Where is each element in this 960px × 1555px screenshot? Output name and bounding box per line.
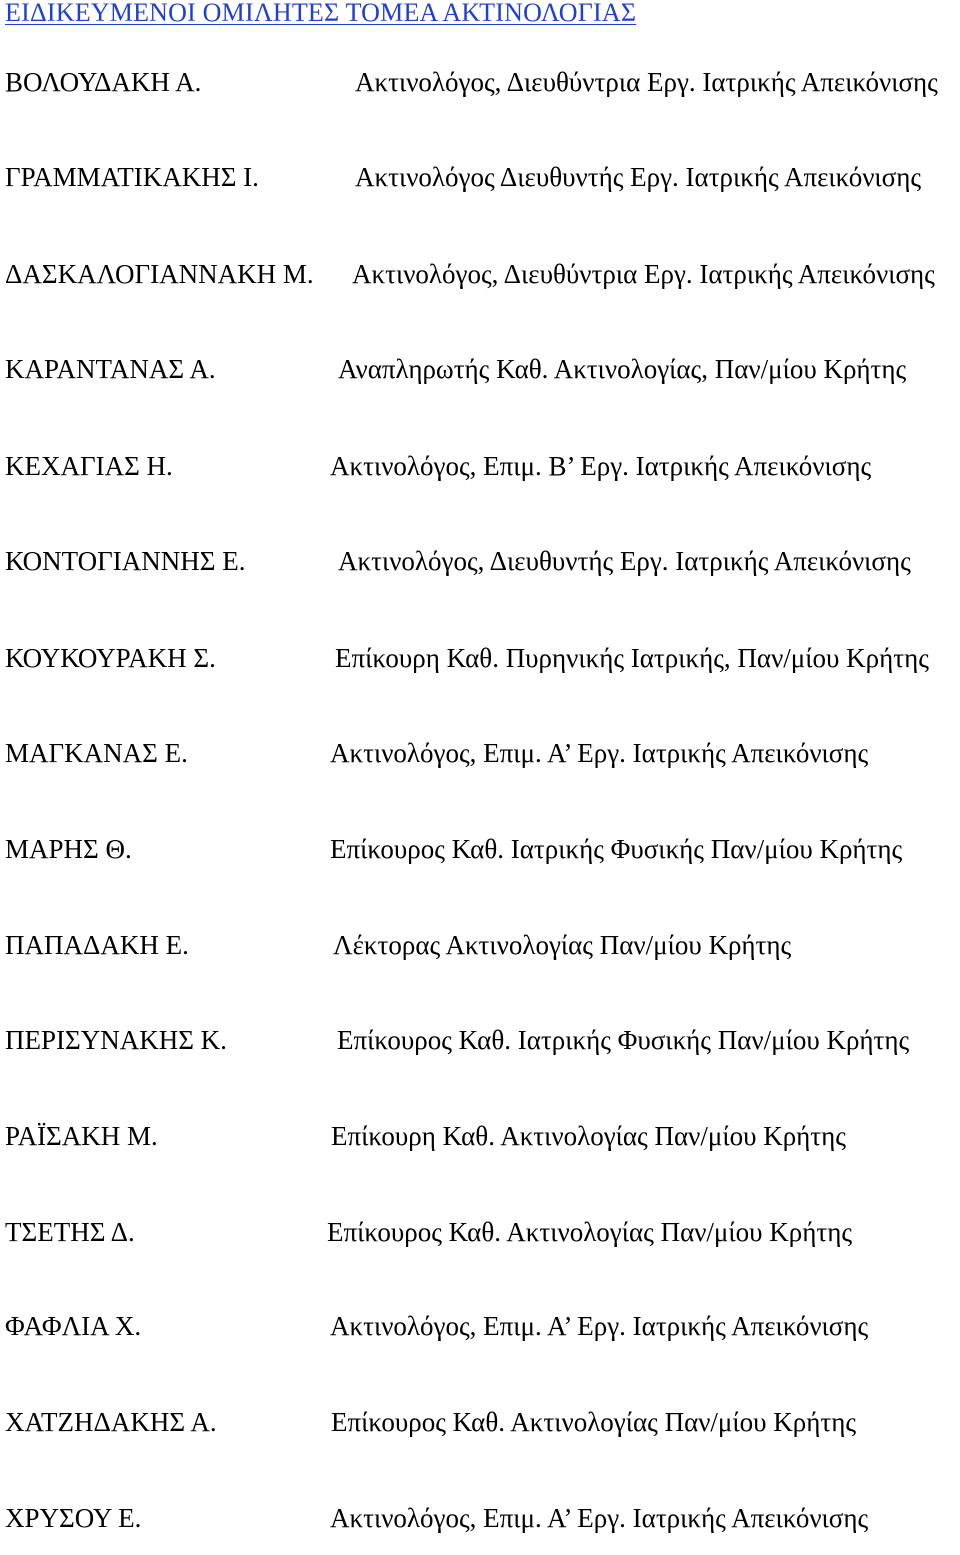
speaker-row <box>0 1498 960 1538</box>
speaker-row <box>0 254 960 294</box>
speaker-name: ΧΡΥΣΟΥ Ε. <box>5 1503 142 1533</box>
speaker-role: Ακτινολόγος, Επιμ. Β’ Εργ. Ιατρικής Απεικόνισης <box>330 451 872 481</box>
speaker-role: Ακτινολόγος, Επιμ. Α’ Εργ. Ιατρικής Απεικόνισης <box>330 1311 869 1341</box>
speaker-row <box>0 1402 960 1442</box>
speaker-name: ΚΑΡΑΝΤΑΝΑΣ Α. <box>5 354 216 384</box>
speaker-name: ΓΡΑΜΜΑΤΙΚΑΚΗΣ Ι. <box>5 162 259 192</box>
speaker-row <box>0 62 960 102</box>
speaker-row <box>0 1306 960 1346</box>
speaker-name: ΡΑΪΣΑΚΗ Μ. <box>5 1121 158 1151</box>
speaker-row <box>0 925 960 965</box>
speaker-name: ΜΑΓΚΑΝΑΣ Ε. <box>5 738 188 768</box>
speaker-role: Επίκουρος Καθ. Ακτινολογίας Παν/μίου Κρήτης <box>331 1407 857 1437</box>
speaker-role: Ακτινολόγος, Διευθύντρια Εργ. Ιατρικής Απεικόνισης <box>355 67 938 97</box>
speaker-row <box>0 638 960 678</box>
speaker-name: ΠΕΡΙΣΥΝΑΚΗΣ Κ. <box>5 1025 227 1055</box>
speaker-role: Ακτινολόγος, Επιμ. Α’ Εργ. Ιατρικής Απεικόνισης <box>330 738 869 768</box>
speaker-role: Επίκουρος Καθ. Ιατρικής Φυσικής Παν/μίου Κρήτης <box>337 1025 910 1055</box>
speaker-role: Λέκτορας Ακτινολογίας Παν/μίου Κρήτης <box>333 930 792 960</box>
speaker-row <box>0 349 960 389</box>
speaker-role: Αναπληρωτής Καθ. Ακτινολογίας, Παν/μίου Κρήτης <box>338 354 907 384</box>
page-title: ΕΙΔΙΚΕΥΜΕΝΟΙ ΟΜΙΛΗΤΕΣ ΤΟΜΕΑ ΑΚΤΙΝΟΛΟΓΙΑΣ <box>5 0 637 27</box>
speaker-row <box>0 829 960 869</box>
speaker-name: ΤΣΕΤΗΣ Δ. <box>5 1217 135 1247</box>
speaker-role: Επίκουρος Καθ. Ακτινολογίας Παν/μίου Κρήτης <box>327 1217 853 1247</box>
speaker-name: ΚΟΝΤΟΓΙΑΝΝΗΣ Ε. <box>5 546 246 576</box>
speaker-role: Ακτινολόγος Διευθυντής Εργ. Ιατρικής Απεικόνισης <box>355 162 922 192</box>
speaker-role: Επίκουρος Καθ. Ιατρικής Φυσικής Παν/μίου Κρήτης <box>330 834 903 864</box>
speaker-name: ΒΟΛΟΥΔΑΚΗ Α. <box>5 67 202 97</box>
speaker-role: Επίκουρη Καθ. Πυρηνικής Ιατρικής, Παν/μίου Κρήτης <box>335 643 929 673</box>
speaker-name: ΧΑΤΖΗΔΑΚΗΣ Α. <box>5 1407 217 1437</box>
speaker-role: Ακτινολόγος, Επιμ. Α’ Εργ. Ιατρικής Απεικόνισης <box>330 1503 869 1533</box>
speaker-row <box>0 733 960 773</box>
speaker-role: Επίκουρη Καθ. Ακτινολογίας Παν/μίου Κρήτης <box>331 1121 846 1151</box>
speaker-row <box>0 541 960 581</box>
speaker-name: ΔΑΣΚΑΛΟΓΙΑΝΝΑΚΗ Μ. <box>5 259 314 289</box>
speaker-name: ΠΑΠΑΔΑΚΗ Ε. <box>5 930 189 960</box>
speaker-name: ΦΑΦΛΙΑ Χ. <box>5 1311 142 1341</box>
speaker-row <box>0 1020 960 1060</box>
speaker-row <box>0 1212 960 1252</box>
speaker-role: Ακτινολόγος, Διευθύντρια Εργ. Ιατρικής Απεικόνισης <box>352 259 935 289</box>
speaker-row <box>0 157 960 197</box>
speaker-row <box>0 1116 960 1156</box>
speaker-role: Ακτινολόγος, Διευθυντής Εργ. Ιατρικής Απεικόνισης <box>338 546 911 576</box>
speaker-row <box>0 446 960 486</box>
speaker-name: ΚΟΥΚΟΥΡΑΚΗ Σ. <box>5 643 216 673</box>
speaker-name: ΜΑΡΗΣ Θ. <box>5 834 132 864</box>
speaker-name: ΚΕΧΑΓΙΑΣ Η. <box>5 451 173 481</box>
